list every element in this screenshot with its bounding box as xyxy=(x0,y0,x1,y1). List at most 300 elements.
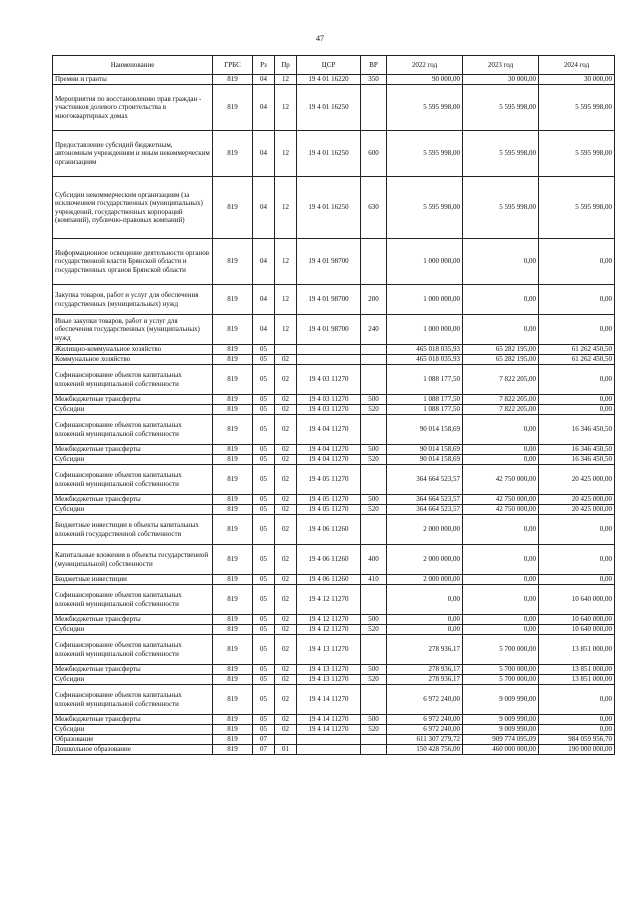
cell-grbs: 819 xyxy=(213,745,253,755)
cell-rz: 04 xyxy=(253,239,275,285)
table-row xyxy=(53,365,615,395)
cell-y2022: 90 014 158,69 xyxy=(387,445,463,455)
cell-y2022: 5 595 998,00 xyxy=(387,85,463,131)
table-row xyxy=(53,285,615,315)
cell-y2023: 5 595 998,00 xyxy=(463,85,539,131)
cell-pr: 02 xyxy=(275,625,297,635)
cell-name: Иные закупки товаров, работ и услуг для обеспечения государственных (муниципальных) нужд xyxy=(53,315,213,345)
cell-rz: 05 xyxy=(253,515,275,545)
cell-y2024: 0,00 xyxy=(539,575,615,585)
cell-y2023: 460 000 000,00 xyxy=(463,745,539,755)
cell-name: Информационное освещение деятельности органов государственной власти Брянской области и государственных органов Брянской области xyxy=(53,239,213,285)
cell-y2023: 0,00 xyxy=(463,239,539,285)
cell-csr xyxy=(297,345,361,355)
cell-vr xyxy=(361,735,387,745)
cell-y2022: 0,00 xyxy=(387,585,463,615)
cell-y2024: 13 851 000,00 xyxy=(539,675,615,685)
cell-y2024: 13 851 000,00 xyxy=(539,635,615,665)
cell-vr: 630 xyxy=(361,177,387,239)
cell-vr xyxy=(361,355,387,365)
cell-pr: 02 xyxy=(275,715,297,725)
cell-grbs: 819 xyxy=(213,445,253,455)
cell-pr: 12 xyxy=(275,131,297,177)
header-pr: Пр xyxy=(275,56,297,75)
cell-y2022: 611 307 279,72 xyxy=(387,735,463,745)
cell-y2022: 90 000,00 xyxy=(387,75,463,85)
table-row xyxy=(53,177,615,239)
cell-grbs: 819 xyxy=(213,735,253,745)
cell-y2024: 0,00 xyxy=(539,405,615,415)
cell-y2022: 2 000 000,00 xyxy=(387,575,463,585)
cell-y2024: 0,00 xyxy=(539,515,615,545)
cell-grbs: 819 xyxy=(213,575,253,585)
cell-pr: 02 xyxy=(275,675,297,685)
header-2024: 2024 год xyxy=(539,56,615,75)
cell-csr: 19 4 03 11270 xyxy=(297,365,361,395)
cell-y2024: 10 640 000,00 xyxy=(539,615,615,625)
cell-vr: 200 xyxy=(361,285,387,315)
cell-pr: 12 xyxy=(275,85,297,131)
cell-y2022: 1 088 177,50 xyxy=(387,395,463,405)
cell-y2022: 6 972 240,00 xyxy=(387,715,463,725)
table-row xyxy=(53,715,615,725)
cell-name: Предоставление субсидий бюджетным, автономным учреждениям и иным некоммерческим организациям xyxy=(53,131,213,177)
cell-csr: 19 4 12 11270 xyxy=(297,625,361,635)
cell-pr: 02 xyxy=(275,355,297,365)
cell-vr xyxy=(361,415,387,445)
cell-csr: 19 4 04 11270 xyxy=(297,455,361,465)
table-row xyxy=(53,745,615,755)
cell-name: Субсидии xyxy=(53,625,213,635)
table-row xyxy=(53,545,615,575)
table-row xyxy=(53,455,615,465)
cell-vr: 500 xyxy=(361,395,387,405)
cell-y2022: 1 000 000,00 xyxy=(387,315,463,345)
cell-name: Коммунальное хозяйство xyxy=(53,355,213,365)
cell-pr: 01 xyxy=(275,745,297,755)
cell-pr: 02 xyxy=(275,465,297,495)
cell-grbs: 819 xyxy=(213,635,253,665)
cell-csr: 19 4 13 11270 xyxy=(297,675,361,685)
cell-vr: 520 xyxy=(361,625,387,635)
cell-rz: 04 xyxy=(253,177,275,239)
cell-name: Капитальные вложения в объекты государственной (муниципальной) собственности xyxy=(53,545,213,575)
cell-y2024: 5 595 998,00 xyxy=(539,177,615,239)
cell-grbs: 819 xyxy=(213,495,253,505)
table-row xyxy=(53,515,615,545)
cell-csr: 19 4 05 11270 xyxy=(297,495,361,505)
cell-name: Софинансирование объектов капитальных вложений муниципальной собственности xyxy=(53,415,213,445)
cell-y2023: 0,00 xyxy=(463,575,539,585)
cell-pr: 02 xyxy=(275,365,297,395)
cell-y2022: 278 936,17 xyxy=(387,635,463,665)
budget-table xyxy=(52,55,615,755)
cell-rz: 05 xyxy=(253,585,275,615)
cell-pr: 12 xyxy=(275,239,297,285)
cell-y2024: 0,00 xyxy=(539,545,615,575)
cell-csr: 19 4 04 11270 xyxy=(297,445,361,455)
cell-rz: 05 xyxy=(253,365,275,395)
cell-y2024: 61 262 450,50 xyxy=(539,355,615,365)
cell-csr xyxy=(297,735,361,745)
cell-name: Бюджетные инвестиции в объекты капитальных вложений государственной собственности xyxy=(53,515,213,545)
cell-vr: 240 xyxy=(361,315,387,345)
cell-y2023: 0,00 xyxy=(463,315,539,345)
header-rz: Рз xyxy=(253,56,275,75)
table-row xyxy=(53,239,615,285)
cell-vr xyxy=(361,685,387,715)
table-row xyxy=(53,575,615,585)
cell-y2024: 0,00 xyxy=(539,315,615,345)
cell-y2024: 5 595 998,00 xyxy=(539,85,615,131)
cell-y2023: 5 700 000,00 xyxy=(463,635,539,665)
cell-y2024: 0,00 xyxy=(539,685,615,715)
cell-y2024: 10 640 000,00 xyxy=(539,585,615,615)
page-number: 47 xyxy=(316,34,324,43)
table-row xyxy=(53,85,615,131)
cell-y2024: 10 640 000,00 xyxy=(539,625,615,635)
cell-y2024: 0,00 xyxy=(539,395,615,405)
cell-rz: 04 xyxy=(253,131,275,177)
cell-y2022: 6 972 240,00 xyxy=(387,685,463,715)
cell-y2024: 16 346 450,50 xyxy=(539,445,615,455)
cell-y2024: 0,00 xyxy=(539,715,615,725)
cell-vr xyxy=(361,239,387,285)
cell-vr xyxy=(361,85,387,131)
cell-grbs: 819 xyxy=(213,177,253,239)
cell-pr xyxy=(275,735,297,745)
table-row xyxy=(53,495,615,505)
table-row xyxy=(53,355,615,365)
cell-y2023: 7 822 205,00 xyxy=(463,365,539,395)
cell-vr: 500 xyxy=(361,445,387,455)
cell-y2024: 30 000,00 xyxy=(539,75,615,85)
cell-vr: 500 xyxy=(361,715,387,725)
cell-rz: 04 xyxy=(253,315,275,345)
cell-pr: 02 xyxy=(275,405,297,415)
cell-csr xyxy=(297,745,361,755)
table-row xyxy=(53,685,615,715)
cell-grbs: 819 xyxy=(213,395,253,405)
cell-y2024: 0,00 xyxy=(539,365,615,395)
cell-pr: 02 xyxy=(275,725,297,735)
cell-rz: 05 xyxy=(253,465,275,495)
cell-csr: 19 4 06 11260 xyxy=(297,575,361,585)
cell-csr: 19 4 01 16250 xyxy=(297,131,361,177)
cell-y2022: 364 664 523,57 xyxy=(387,505,463,515)
table-row xyxy=(53,395,615,405)
cell-vr: 350 xyxy=(361,75,387,85)
cell-name: Софинансирование объектов капитальных вложений муниципальной собственности xyxy=(53,585,213,615)
cell-y2022: 2 000 000,00 xyxy=(387,545,463,575)
cell-name: Межбюджетные трансферты xyxy=(53,395,213,405)
cell-rz: 05 xyxy=(253,495,275,505)
cell-name: Субсидии xyxy=(53,675,213,685)
header-2023: 2023 год xyxy=(463,56,539,75)
cell-y2022: 90 014 158,69 xyxy=(387,415,463,445)
cell-csr: 19 4 01 98700 xyxy=(297,239,361,285)
cell-vr: 520 xyxy=(361,725,387,735)
cell-y2024: 20 425 000,00 xyxy=(539,465,615,495)
cell-rz: 07 xyxy=(253,735,275,745)
cell-name: Субсидии xyxy=(53,505,213,515)
cell-pr xyxy=(275,345,297,355)
cell-rz: 05 xyxy=(253,415,275,445)
cell-y2022: 5 595 998,00 xyxy=(387,131,463,177)
cell-grbs: 819 xyxy=(213,625,253,635)
table-row xyxy=(53,405,615,415)
cell-name: Межбюджетные трансферты xyxy=(53,495,213,505)
cell-grbs: 819 xyxy=(213,685,253,715)
cell-y2024: 0,00 xyxy=(539,725,615,735)
cell-y2023: 0,00 xyxy=(463,445,539,455)
cell-y2024: 5 595 998,00 xyxy=(539,131,615,177)
header-2022: 2022 год xyxy=(387,56,463,75)
cell-y2022: 1 088 177,50 xyxy=(387,365,463,395)
cell-rz: 05 xyxy=(253,545,275,575)
cell-y2023: 0,00 xyxy=(463,585,539,615)
cell-y2022: 0,00 xyxy=(387,625,463,635)
cell-rz: 05 xyxy=(253,715,275,725)
cell-rz: 05 xyxy=(253,675,275,685)
cell-y2023: 5 700 000,00 xyxy=(463,675,539,685)
cell-y2022: 6 972 240,00 xyxy=(387,725,463,735)
table-row xyxy=(53,345,615,355)
cell-y2022: 465 018 035,93 xyxy=(387,355,463,365)
cell-vr xyxy=(361,585,387,615)
cell-pr: 02 xyxy=(275,615,297,625)
header-vr: ВР xyxy=(361,56,387,75)
table-row xyxy=(53,75,615,85)
cell-vr xyxy=(361,345,387,355)
table-row xyxy=(53,615,615,625)
cell-pr: 02 xyxy=(275,665,297,675)
cell-name: Межбюджетные трансферты xyxy=(53,665,213,675)
cell-y2024: 190 000 000,00 xyxy=(539,745,615,755)
cell-grbs: 819 xyxy=(213,455,253,465)
cell-grbs: 819 xyxy=(213,405,253,415)
cell-pr: 12 xyxy=(275,285,297,315)
cell-y2022: 0,00 xyxy=(387,615,463,625)
cell-grbs: 819 xyxy=(213,465,253,495)
cell-rz: 05 xyxy=(253,635,275,665)
cell-vr xyxy=(361,465,387,495)
cell-name: Закупка товаров, работ и услуг для обеспечения государственных (муниципальных) нужд xyxy=(53,285,213,315)
cell-vr xyxy=(361,515,387,545)
cell-y2023: 5 700 000,00 xyxy=(463,665,539,675)
cell-pr: 12 xyxy=(275,315,297,345)
cell-name: Субсидии некоммерческим организациям (за исключением государственных (муниципальных) учреждений, государственных корпораций (компаний), публично-правовых компаний) xyxy=(53,177,213,239)
cell-rz: 05 xyxy=(253,355,275,365)
cell-csr: 19 4 05 11270 xyxy=(297,505,361,515)
cell-vr: 520 xyxy=(361,675,387,685)
cell-vr: 410 xyxy=(361,575,387,585)
cell-y2024: 984 059 956,70 xyxy=(539,735,615,745)
cell-y2023: 0,00 xyxy=(463,415,539,445)
cell-csr: 19 4 06 11260 xyxy=(297,545,361,575)
cell-y2022: 465 018 035,93 xyxy=(387,345,463,355)
cell-y2022: 1 000 000,00 xyxy=(387,239,463,285)
table-row xyxy=(53,415,615,445)
cell-y2022: 2 000 000,00 xyxy=(387,515,463,545)
cell-rz: 05 xyxy=(253,575,275,585)
cell-pr: 02 xyxy=(275,455,297,465)
cell-y2023: 65 282 195,00 xyxy=(463,345,539,355)
cell-y2022: 364 664 523,57 xyxy=(387,495,463,505)
table-row xyxy=(53,315,615,345)
cell-name: Дошкольное образование xyxy=(53,745,213,755)
cell-grbs: 819 xyxy=(213,365,253,395)
cell-y2023: 909 774 095,09 xyxy=(463,735,539,745)
cell-y2024: 61 262 450,50 xyxy=(539,345,615,355)
cell-y2024: 20 425 000,00 xyxy=(539,505,615,515)
table-row xyxy=(53,665,615,675)
cell-vr: 520 xyxy=(361,455,387,465)
cell-rz: 05 xyxy=(253,395,275,405)
cell-name: Межбюджетные трансферты xyxy=(53,445,213,455)
cell-pr: 02 xyxy=(275,685,297,715)
cell-pr: 02 xyxy=(275,635,297,665)
cell-name: Бюджетные инвестиции xyxy=(53,575,213,585)
cell-grbs: 819 xyxy=(213,315,253,345)
cell-csr: 19 4 13 11270 xyxy=(297,665,361,675)
cell-y2024: 0,00 xyxy=(539,239,615,285)
cell-y2024: 13 851 000,00 xyxy=(539,665,615,675)
header-name: Наименование xyxy=(53,56,213,75)
cell-grbs: 819 xyxy=(213,75,253,85)
cell-pr: 02 xyxy=(275,575,297,585)
cell-csr: 19 4 14 11270 xyxy=(297,715,361,725)
cell-y2023: 42 750 000,00 xyxy=(463,495,539,505)
cell-y2023: 42 750 000,00 xyxy=(463,505,539,515)
cell-csr: 19 4 05 11270 xyxy=(297,465,361,495)
cell-pr: 12 xyxy=(275,75,297,85)
cell-y2023: 0,00 xyxy=(463,515,539,545)
cell-rz: 04 xyxy=(253,285,275,315)
cell-pr: 02 xyxy=(275,515,297,545)
cell-grbs: 819 xyxy=(213,355,253,365)
cell-csr: 19 4 01 16250 xyxy=(297,177,361,239)
cell-vr: 500 xyxy=(361,615,387,625)
cell-y2023: 0,00 xyxy=(463,625,539,635)
cell-grbs: 819 xyxy=(213,585,253,615)
cell-name: Межбюджетные трансферты xyxy=(53,715,213,725)
table-row xyxy=(53,675,615,685)
table-row xyxy=(53,465,615,495)
table-header-row xyxy=(53,56,615,75)
cell-y2024: 16 346 450,50 xyxy=(539,455,615,465)
table-row xyxy=(53,445,615,455)
table-row xyxy=(53,635,615,665)
cell-csr xyxy=(297,355,361,365)
cell-csr: 19 4 12 11270 xyxy=(297,585,361,615)
cell-grbs: 819 xyxy=(213,715,253,725)
cell-csr: 19 4 01 98700 xyxy=(297,315,361,345)
cell-csr: 19 4 01 16250 xyxy=(297,85,361,131)
cell-csr: 19 4 03 11270 xyxy=(297,405,361,415)
cell-vr xyxy=(361,745,387,755)
cell-csr: 19 4 01 98700 xyxy=(297,285,361,315)
cell-y2023: 9 009 990,00 xyxy=(463,715,539,725)
cell-vr: 600 xyxy=(361,131,387,177)
cell-name: Субсидии xyxy=(53,455,213,465)
cell-vr: 500 xyxy=(361,665,387,675)
cell-rz: 05 xyxy=(253,615,275,625)
cell-grbs: 819 xyxy=(213,675,253,685)
cell-y2022: 1 000 000,00 xyxy=(387,285,463,315)
cell-y2022: 5 595 998,00 xyxy=(387,177,463,239)
cell-rz: 04 xyxy=(253,75,275,85)
cell-rz: 05 xyxy=(253,665,275,675)
cell-vr xyxy=(361,365,387,395)
cell-name: Межбюджетные трансферты xyxy=(53,615,213,625)
cell-vr: 520 xyxy=(361,505,387,515)
cell-grbs: 819 xyxy=(213,515,253,545)
cell-pr: 02 xyxy=(275,415,297,445)
cell-y2023: 9 009 990,00 xyxy=(463,725,539,735)
cell-csr: 19 4 13 11270 xyxy=(297,635,361,665)
cell-y2023: 7 822 205,00 xyxy=(463,405,539,415)
cell-grbs: 819 xyxy=(213,545,253,575)
cell-grbs: 819 xyxy=(213,285,253,315)
cell-csr: 19 4 06 11260 xyxy=(297,515,361,545)
cell-y2023: 5 595 998,00 xyxy=(463,131,539,177)
cell-y2022: 364 664 523,57 xyxy=(387,465,463,495)
cell-grbs: 819 xyxy=(213,85,253,131)
cell-y2023: 0,00 xyxy=(463,285,539,315)
cell-csr: 19 4 12 11270 xyxy=(297,615,361,625)
cell-y2023: 9 009 990,00 xyxy=(463,685,539,715)
cell-rz: 05 xyxy=(253,685,275,715)
cell-pr: 02 xyxy=(275,585,297,615)
cell-grbs: 819 xyxy=(213,131,253,177)
cell-y2023: 0,00 xyxy=(463,615,539,625)
cell-grbs: 819 xyxy=(213,505,253,515)
cell-pr: 02 xyxy=(275,545,297,575)
cell-vr: 520 xyxy=(361,405,387,415)
cell-name: Софинансирование объектов капитальных вложений муниципальной собственности xyxy=(53,685,213,715)
cell-name: Образование xyxy=(53,735,213,745)
table-row xyxy=(53,735,615,745)
cell-y2024: 0,00 xyxy=(539,285,615,315)
cell-grbs: 819 xyxy=(213,415,253,445)
table-row xyxy=(53,505,615,515)
cell-rz: 05 xyxy=(253,455,275,465)
cell-pr: 02 xyxy=(275,505,297,515)
cell-csr: 19 4 04 11270 xyxy=(297,415,361,445)
cell-y2023: 42 750 000,00 xyxy=(463,465,539,495)
cell-rz: 05 xyxy=(253,505,275,515)
cell-name: Софинансирование объектов капитальных вложений муниципальной собственности xyxy=(53,365,213,395)
cell-rz: 05 xyxy=(253,405,275,415)
cell-csr: 19 4 01 16220 xyxy=(297,75,361,85)
cell-y2024: 20 425 000,00 xyxy=(539,495,615,505)
cell-y2023: 30 000,00 xyxy=(463,75,539,85)
table-row xyxy=(53,725,615,735)
cell-y2022: 90 014 158,69 xyxy=(387,455,463,465)
cell-grbs: 819 xyxy=(213,345,253,355)
cell-y2023: 0,00 xyxy=(463,455,539,465)
cell-rz: 05 xyxy=(253,625,275,635)
cell-vr: 500 xyxy=(361,495,387,505)
cell-y2022: 278 936,17 xyxy=(387,665,463,675)
cell-rz: 05 xyxy=(253,445,275,455)
cell-name: Софинансирование объектов капитальных вложений муниципальной собственности xyxy=(53,635,213,665)
cell-pr: 02 xyxy=(275,445,297,455)
header-grbs: ГРБС xyxy=(213,56,253,75)
cell-name: Софинансирование объектов капитальных вложений муниципальной собственности xyxy=(53,465,213,495)
cell-y2024: 16 346 450,50 xyxy=(539,415,615,445)
